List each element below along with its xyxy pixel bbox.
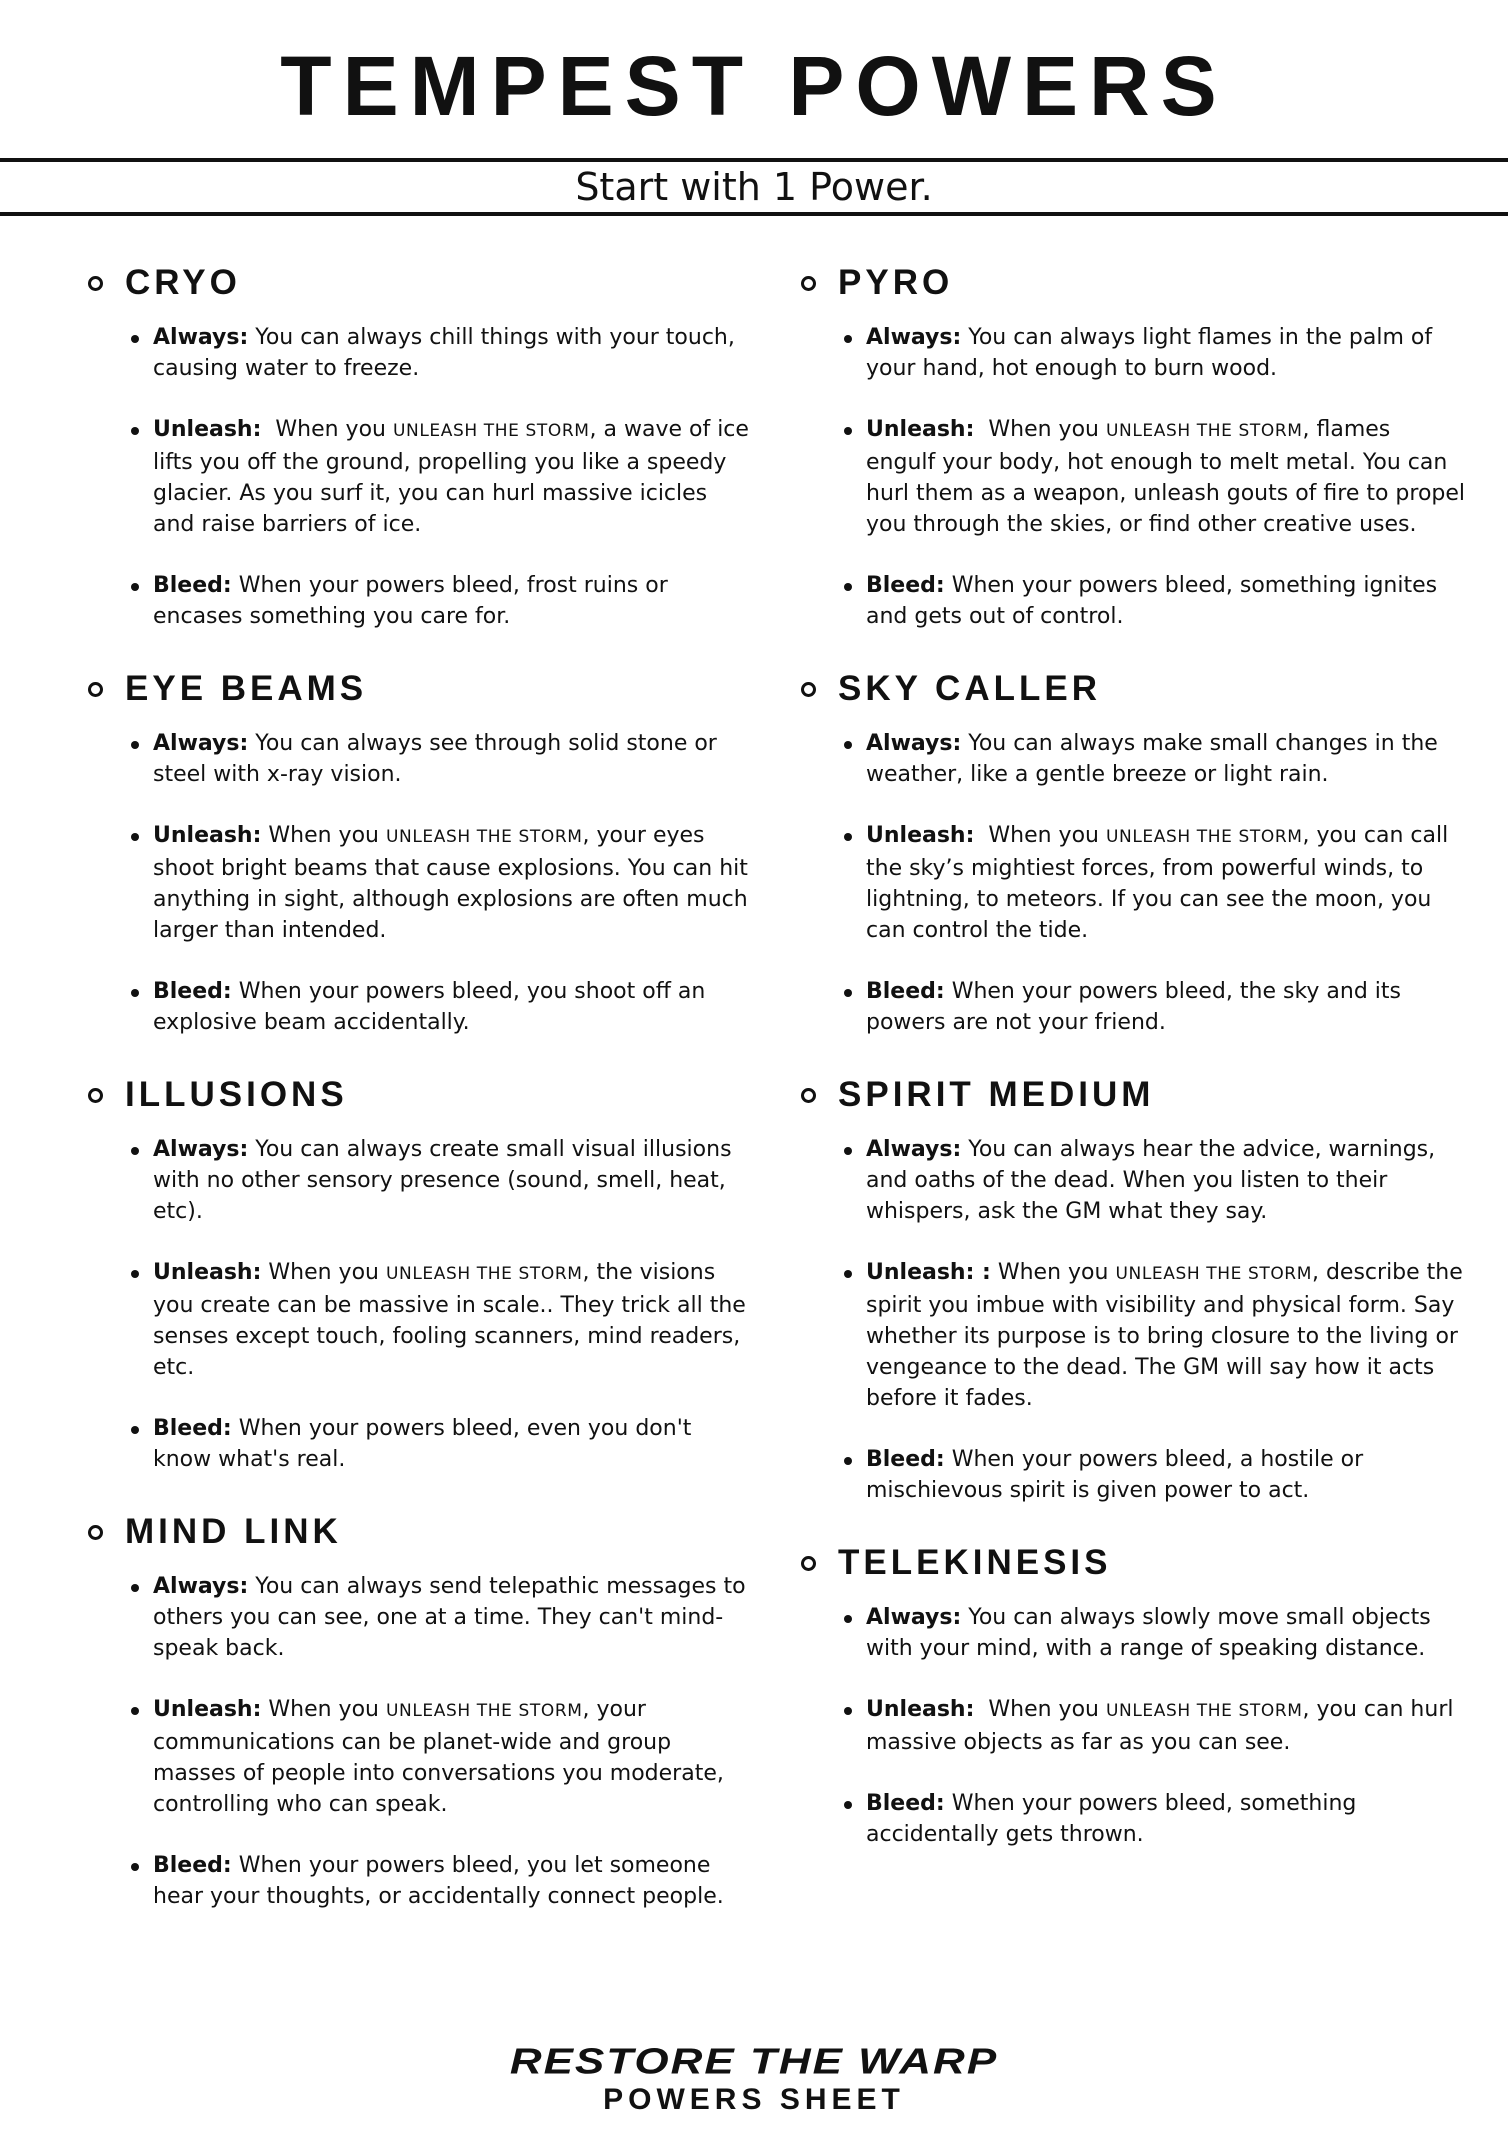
power-heading	[801, 258, 1461, 308]
always-entry	[844, 322, 1466, 384]
unleash-label: Unleash:	[153, 417, 262, 442]
unleash-text-post: , your communications can be planet-wide and group masses of people into conversations you moderate, controlling who can speak.	[153, 1697, 724, 1817]
bottom-divider	[0, 212, 1508, 216]
unleash-entry	[844, 1694, 1466, 1758]
unleash-entry	[131, 1257, 753, 1383]
power-name: PYRO	[838, 263, 954, 302]
unleash-label: Unleash:	[153, 1260, 262, 1285]
power-name: ILLUSIONS	[125, 1075, 348, 1114]
always-label: Always:	[866, 1605, 962, 1630]
circle-bullet-icon	[801, 1088, 816, 1103]
unleash-text-post: , a wave of ice lifts you off the ground, propelling you like a speedy glacier. As you surf it, you can hurl massive icicles and raise barriers of ice.	[153, 417, 749, 537]
unleash-text-pre: When you	[988, 823, 1099, 848]
circle-bullet-icon	[801, 1556, 816, 1571]
unleash-text-post: , the visions you create can be massive in scale.. They trick all the senses except touch, fooling scanners, mind readers, etc.	[153, 1260, 746, 1380]
unleash-text-pre: When you	[268, 1697, 379, 1722]
unleash-label: Unleash: :	[866, 1260, 991, 1285]
sheet-caption: POWERS SHEET	[603, 2083, 905, 2116]
power-pyro	[801, 258, 1466, 632]
power-spirit-medium	[801, 1070, 1461, 1506]
always-label: Always:	[153, 731, 249, 756]
bleed-label: Bleed:	[153, 573, 232, 598]
bleed-text: When your powers bleed, a hostile or mischievous spirit is given power to act.	[866, 1447, 1364, 1503]
bleed-label: Bleed:	[153, 1416, 232, 1441]
power-telekinesis	[801, 1538, 1461, 1850]
power-name: EYE BEAMS	[125, 669, 368, 708]
power-heading	[88, 664, 748, 714]
unleash-text-pre: When you	[268, 823, 379, 848]
storm-phrase: UNLEASH THE STORM	[385, 1701, 583, 1721]
bleed-label: Bleed:	[866, 979, 945, 1004]
left-column	[88, 258, 748, 1944]
always-entry	[131, 1571, 753, 1664]
storm-phrase: UNLEASH THE STORM	[385, 1264, 583, 1284]
power-heading	[88, 1070, 748, 1120]
always-label: Always:	[866, 325, 962, 350]
circle-bullet-icon	[801, 276, 816, 291]
unleash-text-pre: When you	[268, 1260, 379, 1285]
unleash-label: Unleash:	[153, 823, 262, 848]
always-text: You can always see through solid stone or steel with x-ray vision.	[153, 731, 717, 787]
unleash-text-pre: When you	[997, 1260, 1109, 1285]
bleed-label: Bleed:	[866, 1791, 945, 1816]
unleash-entry	[131, 414, 753, 540]
power-name: MIND LINK	[125, 1512, 342, 1551]
always-label: Always:	[866, 1137, 962, 1162]
bleed-entry	[131, 976, 753, 1038]
always-label: Always:	[153, 1137, 249, 1162]
bleed-entry	[131, 1850, 753, 1912]
circle-bullet-icon	[801, 682, 816, 697]
page-title: TEMPEST POWERS	[280, 39, 1228, 133]
storm-phrase: UNLEASH THE STORM	[385, 827, 583, 847]
bleed-text: When your powers bleed, something accidentally gets thrown.	[866, 1791, 1357, 1847]
bleed-entry	[131, 1413, 753, 1475]
power-heading	[801, 1070, 1461, 1120]
unleash-text-post: , flames engulf your body, hot enough to melt metal. You can hurl them as a weapon, unleash gouts of fire to propel you through the skies, or find other creative uses.	[866, 417, 1466, 537]
always-label: Always:	[153, 1574, 249, 1599]
brand-logo-text: RESTORE THE WARP	[509, 2041, 999, 2082]
always-entry	[844, 1602, 1466, 1664]
always-entry	[131, 322, 753, 384]
unleash-entry	[131, 1694, 753, 1820]
storm-phrase: UNLEASH THE STORM	[1115, 1264, 1312, 1284]
unleash-entry	[844, 1257, 1466, 1414]
storm-phrase: UNLEASH THE STORM	[1105, 421, 1303, 441]
always-text: You can always chill things with your touch, causing water to freeze.	[153, 325, 735, 381]
power-heading	[801, 664, 1461, 714]
power-name: SPIRIT MEDIUM	[838, 1075, 1155, 1114]
always-label: Always:	[153, 325, 249, 350]
right-column	[801, 258, 1466, 1882]
power-heading	[801, 1538, 1461, 1588]
always-entry	[844, 1134, 1466, 1227]
circle-bullet-icon	[88, 276, 103, 291]
always-text: You can always light flames in the palm of your hand, hot enough to burn wood.	[866, 325, 1433, 381]
unleash-text-pre: When you	[275, 417, 386, 442]
bleed-label: Bleed:	[866, 573, 945, 598]
bleed-entry	[844, 1788, 1466, 1850]
always-text: You can always make small changes in the weather, like a gentle breeze or light rain.	[866, 731, 1438, 787]
bleed-text: When your powers bleed, even you don't know what's real.	[153, 1416, 692, 1472]
unleash-entry	[844, 414, 1466, 540]
power-mind-link	[88, 1507, 748, 1912]
unleash-label: Unleash:	[866, 823, 975, 848]
bleed-entry	[844, 976, 1466, 1038]
bleed-text: When your powers bleed, something ignites and gets out of control.	[866, 573, 1438, 629]
bleed-text: When your powers bleed, frost ruins or encases something you care for.	[153, 573, 668, 629]
always-label: Always:	[866, 731, 962, 756]
unleash-text-pre: When you	[988, 1697, 1099, 1722]
always-text: You can always slowly move small objects with your mind, with a range of speaking distance.	[866, 1605, 1431, 1661]
unleash-text-pre: When you	[988, 417, 1099, 442]
unleash-entry	[844, 820, 1466, 946]
page-subtitle: Start with 1 Power.	[575, 165, 933, 209]
power-sky-caller	[801, 664, 1461, 1038]
bleed-label: Bleed:	[153, 1853, 232, 1878]
unleash-label: Unleash:	[866, 1697, 975, 1722]
always-entry	[131, 728, 753, 790]
power-name: SKY CALLER	[838, 669, 1101, 708]
power-name: CRYO	[125, 263, 241, 302]
storm-phrase: UNLEASH THE STORM	[1105, 1701, 1303, 1721]
always-entry	[131, 1134, 753, 1227]
unleash-label: Unleash:	[153, 1697, 262, 1722]
bleed-label: Bleed:	[866, 1447, 945, 1472]
power-name: TELEKINESIS	[838, 1543, 1112, 1582]
circle-bullet-icon	[88, 1525, 103, 1540]
storm-phrase: UNLEASH THE STORM	[1105, 827, 1303, 847]
circle-bullet-icon	[88, 1088, 103, 1103]
unleash-label: Unleash:	[866, 417, 975, 442]
power-illusions	[88, 1070, 748, 1475]
bleed-entry	[844, 1444, 1466, 1506]
power-cryo	[88, 258, 748, 632]
power-heading	[88, 258, 748, 308]
unleash-text-post: , your eyes shoot bright beams that cause explosions. You can hit anything in sight, although explosions are often much larger than intended.	[153, 823, 748, 943]
storm-phrase: UNLEASH THE STORM	[392, 421, 590, 441]
unleash-entry	[131, 820, 753, 946]
bleed-entry	[131, 570, 753, 632]
circle-bullet-icon	[88, 682, 103, 697]
bleed-label: Bleed:	[153, 979, 232, 1004]
bleed-text: When your powers bleed, you let someone hear your thoughts, or accidentally connect people.	[153, 1853, 724, 1909]
power-eye-beams	[88, 664, 748, 1038]
power-heading	[88, 1507, 748, 1557]
footer-logo	[0, 2040, 1508, 2116]
unleash-text-post: , you can hurl massive objects as far as you can see.	[866, 1697, 1454, 1755]
unleash-text-post: , you can call the sky’s mightiest forces, from powerful winds, to lightning, to meteors. If you can see the moon, you can control the tide.	[866, 823, 1449, 943]
always-text: You can always create small visual illusions with no other sensory presence (sound, smell, heat, etc).	[153, 1137, 732, 1224]
always-text: You can always send telepathic messages to others you can see, one at a time. They can't mind-speak back.	[153, 1574, 746, 1661]
unleash-text-post: , describe the spirit you imbue with visibility and physical form. Say whether its purpose is to bring closure to the living or vengeance to the dead. The GM will say how it acts before it fades.	[866, 1260, 1463, 1411]
bleed-text: When your powers bleed, you shoot off an explosive beam accidentally.	[153, 979, 706, 1035]
bleed-entry	[844, 570, 1466, 632]
always-entry	[844, 728, 1466, 790]
always-text: You can always hear the advice, warnings, and oaths of the dead. When you listen to their whispers, ask the GM what they say.	[866, 1137, 1436, 1224]
bleed-text: When your powers bleed, the sky and its powers are not your friend.	[866, 979, 1401, 1035]
